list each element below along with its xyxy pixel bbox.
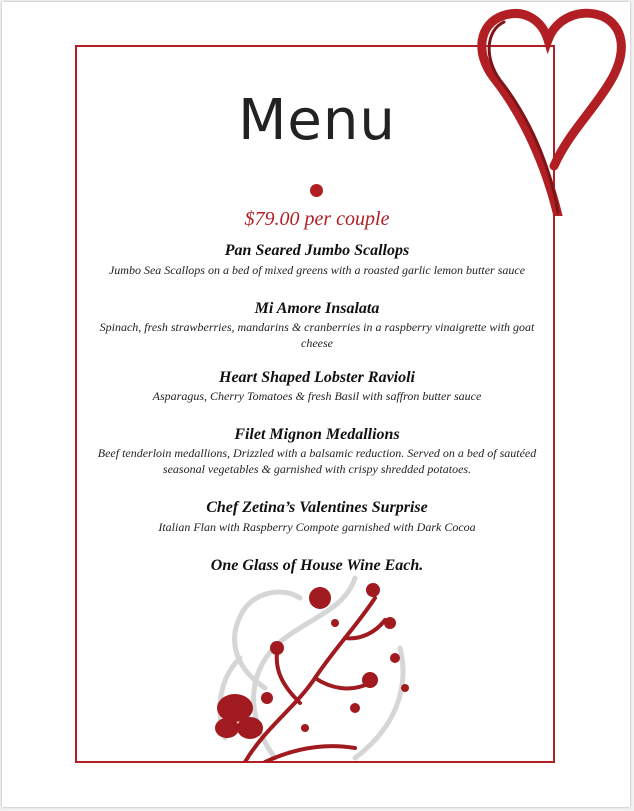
menu-item-description: Italian Flan with Raspberry Compote garnished with Dark Cocoa: [158, 520, 476, 534]
menu-item-description: Spinach, fresh strawberries, mandarins & cranberries in a raspberry vinaigrette with goat cheese: [99, 320, 535, 350]
menu-item-name: Heart Shaped Lobster Ravioli: [219, 369, 415, 386]
menu-item-description: Asparagus, Cherry Tomatoes & fresh Basil with saffron butter sauce: [152, 389, 482, 403]
menu-item-description: Beef tenderloin medallions, Drizzled with a balsamic reduction. Served on a bed of sautéed seasonal vegetables & garnished with crispy shredded potatoes.: [97, 446, 537, 476]
dot-ornament: [310, 184, 323, 197]
price-per-couple: $79.00 per couple: [244, 208, 390, 230]
menu-footer-wine: One Glass of House Wine Each.: [210, 557, 424, 574]
menu-item-name: Pan Seared Jumbo Scallops: [224, 242, 410, 259]
menu-item-name: Filet Mignon Medallions: [234, 426, 400, 443]
menu-item-name: Mi Amore Insalata: [254, 300, 380, 317]
menu-item-name: Chef Zetina’s Valentines Surprise: [206, 499, 428, 516]
menu-title: Menu: [238, 88, 396, 153]
floral-vine-decoration: [205, 568, 445, 762]
menu-item-description: Jumbo Sea Scallops on a bed of mixed greens with a roasted garlic lemon butter sauce: [108, 263, 526, 277]
